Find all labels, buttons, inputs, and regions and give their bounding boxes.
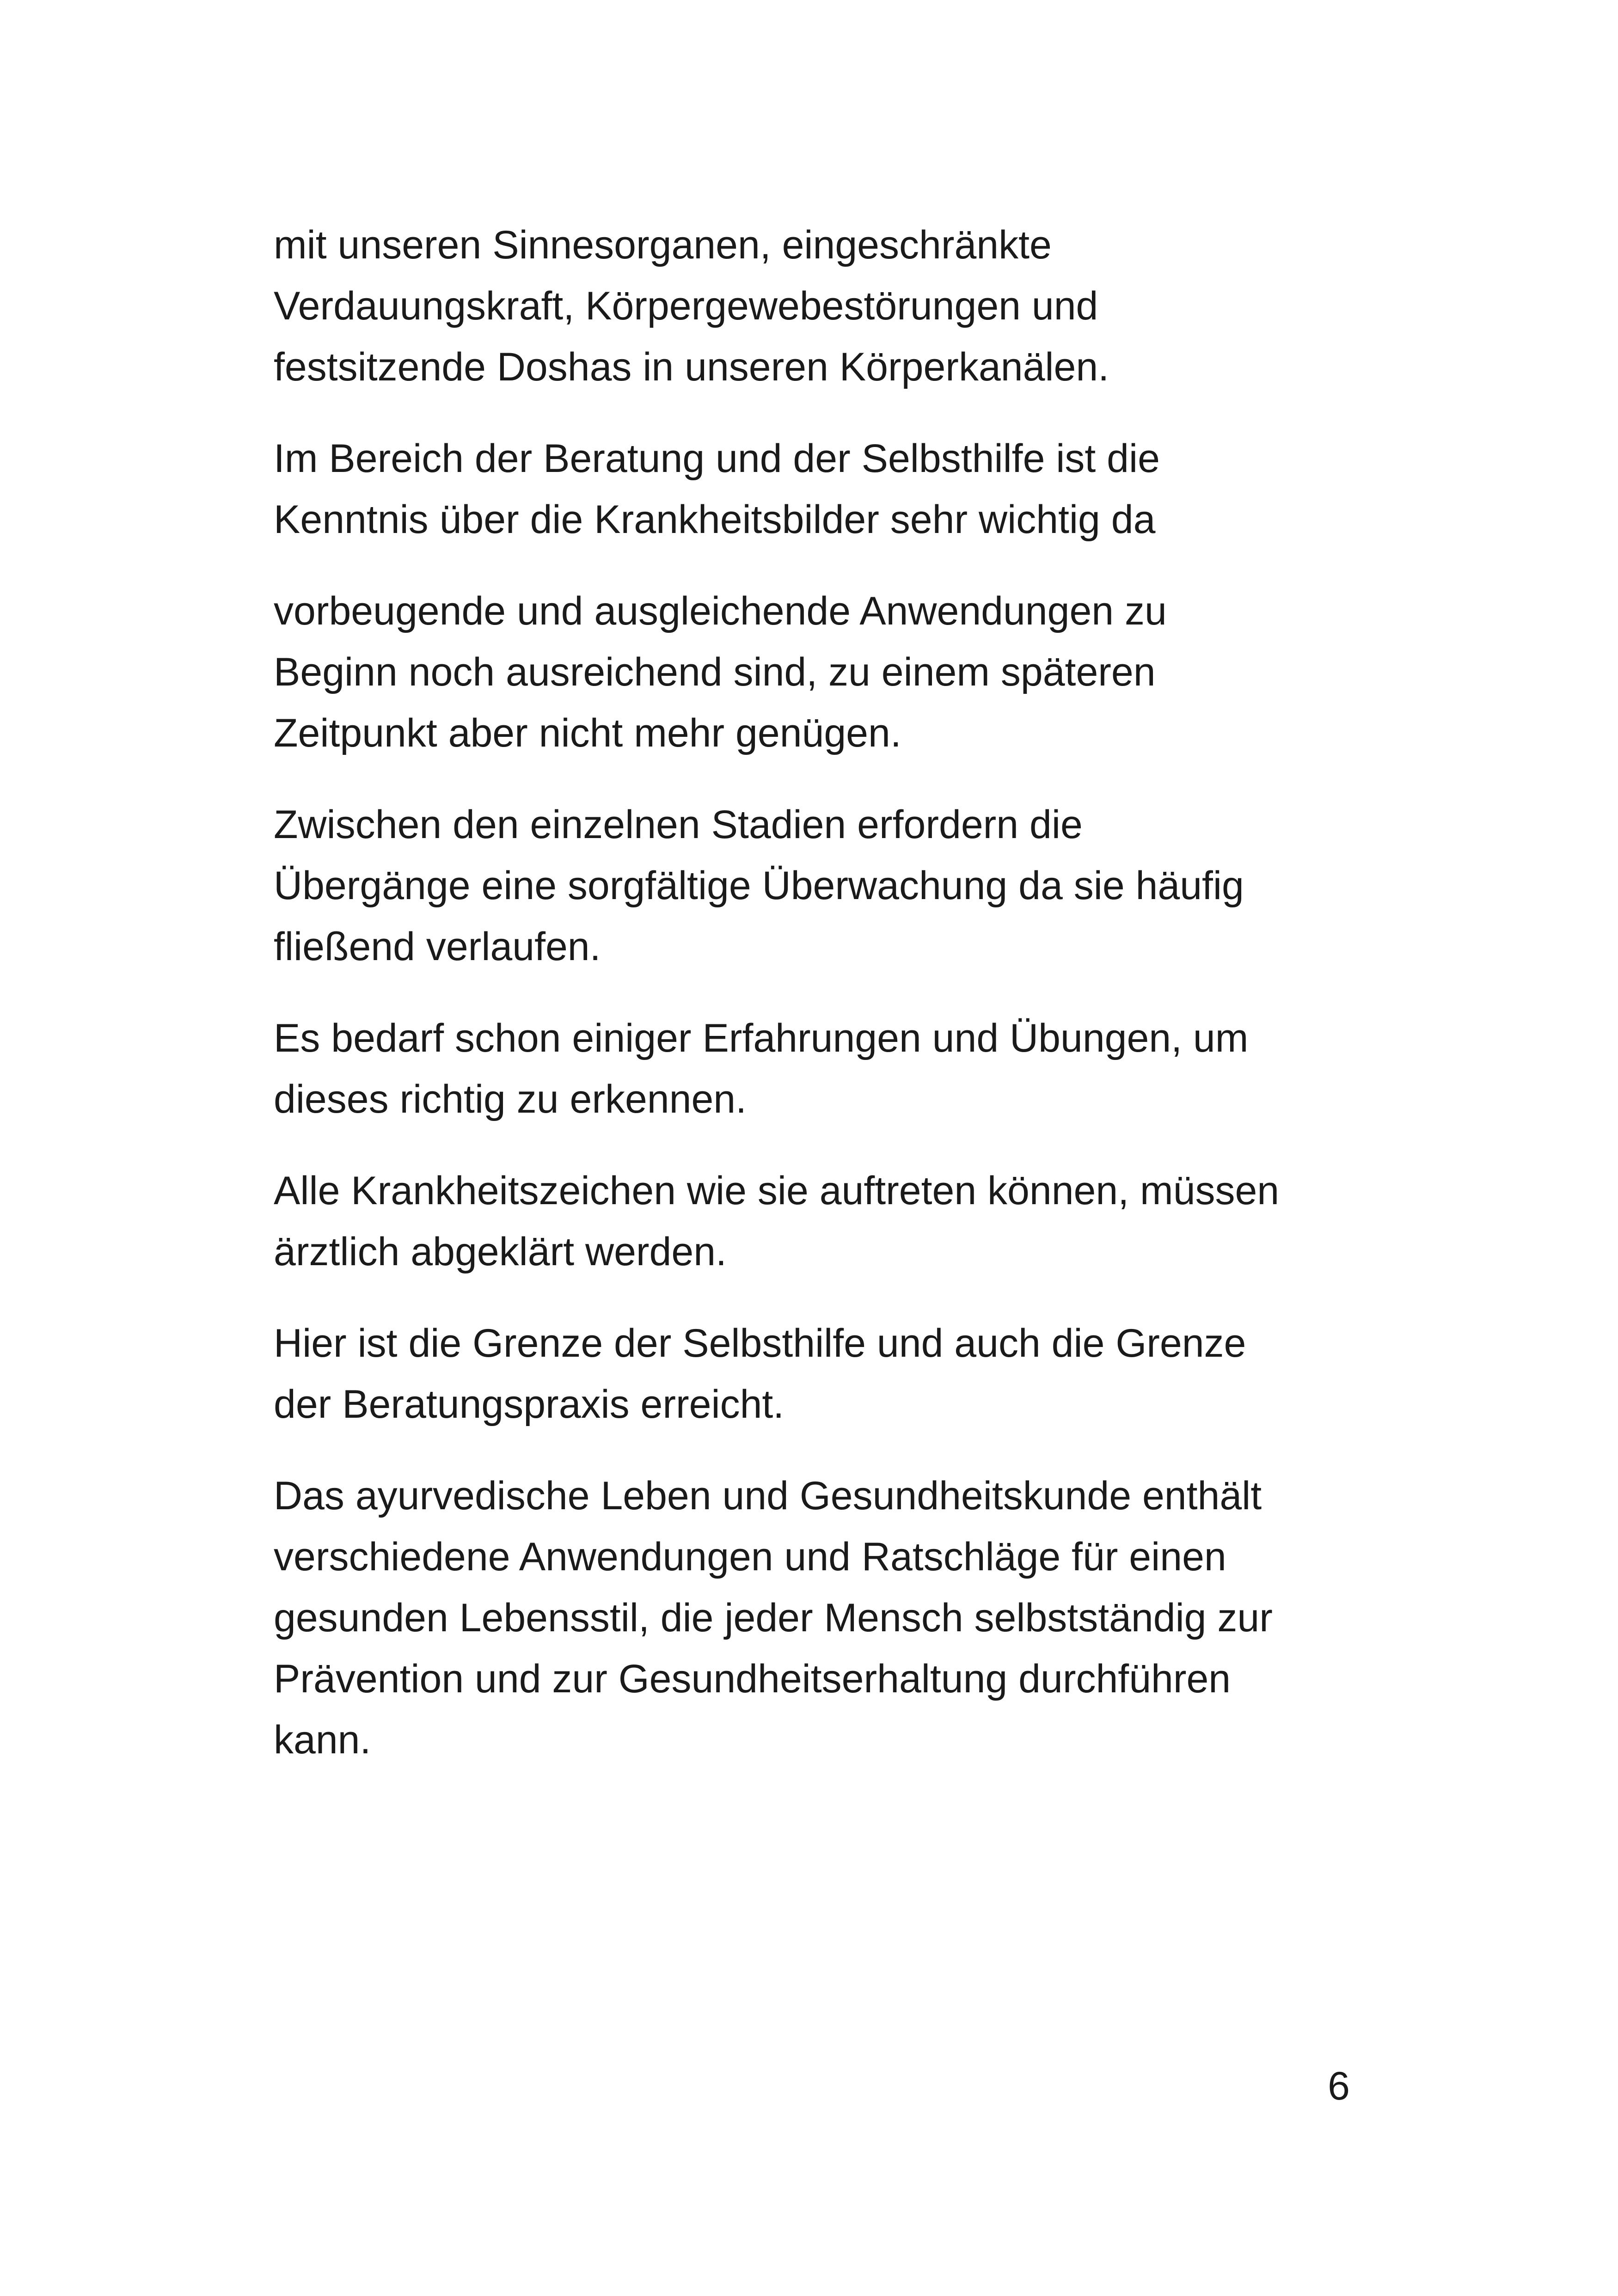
paragraph: Alle Krankheitszeichen wie sie auftreten können, müssen ärztlich abgeklärt werden. xyxy=(274,1169,1280,1274)
page-number: 6 xyxy=(1328,2064,1350,2108)
paragraph: vorbeugende und ausgleichende Anwendungen zu Beginn noch ausreichend sind, zu einem späteren Zeitpunkt aber nicht mehr genügen. xyxy=(274,589,1167,755)
paragraph: mit unseren Sinnesorganen, eingeschränkte Verdauungskraft, Körpergewebestörungen und festsitzende Doshas in unseren Körperkanälen. xyxy=(274,223,1109,389)
paragraph: Im Bereich der Beratung und der Selbsthilfe ist die Kenntnis über die Krankheitsbilder sehr wichtig da xyxy=(274,436,1160,542)
paragraph: Zwischen den einzelnen Stadien erfordern die Übergänge eine sorgfältige Überwachung da sie häufig fließend verlaufen. xyxy=(274,802,1244,969)
body-text xyxy=(274,214,1383,1801)
paragraph: Das ayurvedische Leben und Gesundheitskunde enthält verschiedene Anwendungen und Ratschläge für einen gesunden Lebensstil, die jeder Mensch selbstständig zur Prävention und zur Gesundheitserhaltung durchführen kann. xyxy=(274,1474,1273,1762)
paragraph: Es bedarf schon einiger Erfahrungen und Übungen, um dieses richtig zu erkennen. xyxy=(274,1016,1249,1121)
paragraph: Hier ist die Grenze der Selbsthilfe und auch die Grenze der Beratungspraxis erreicht. xyxy=(274,1321,1246,1427)
